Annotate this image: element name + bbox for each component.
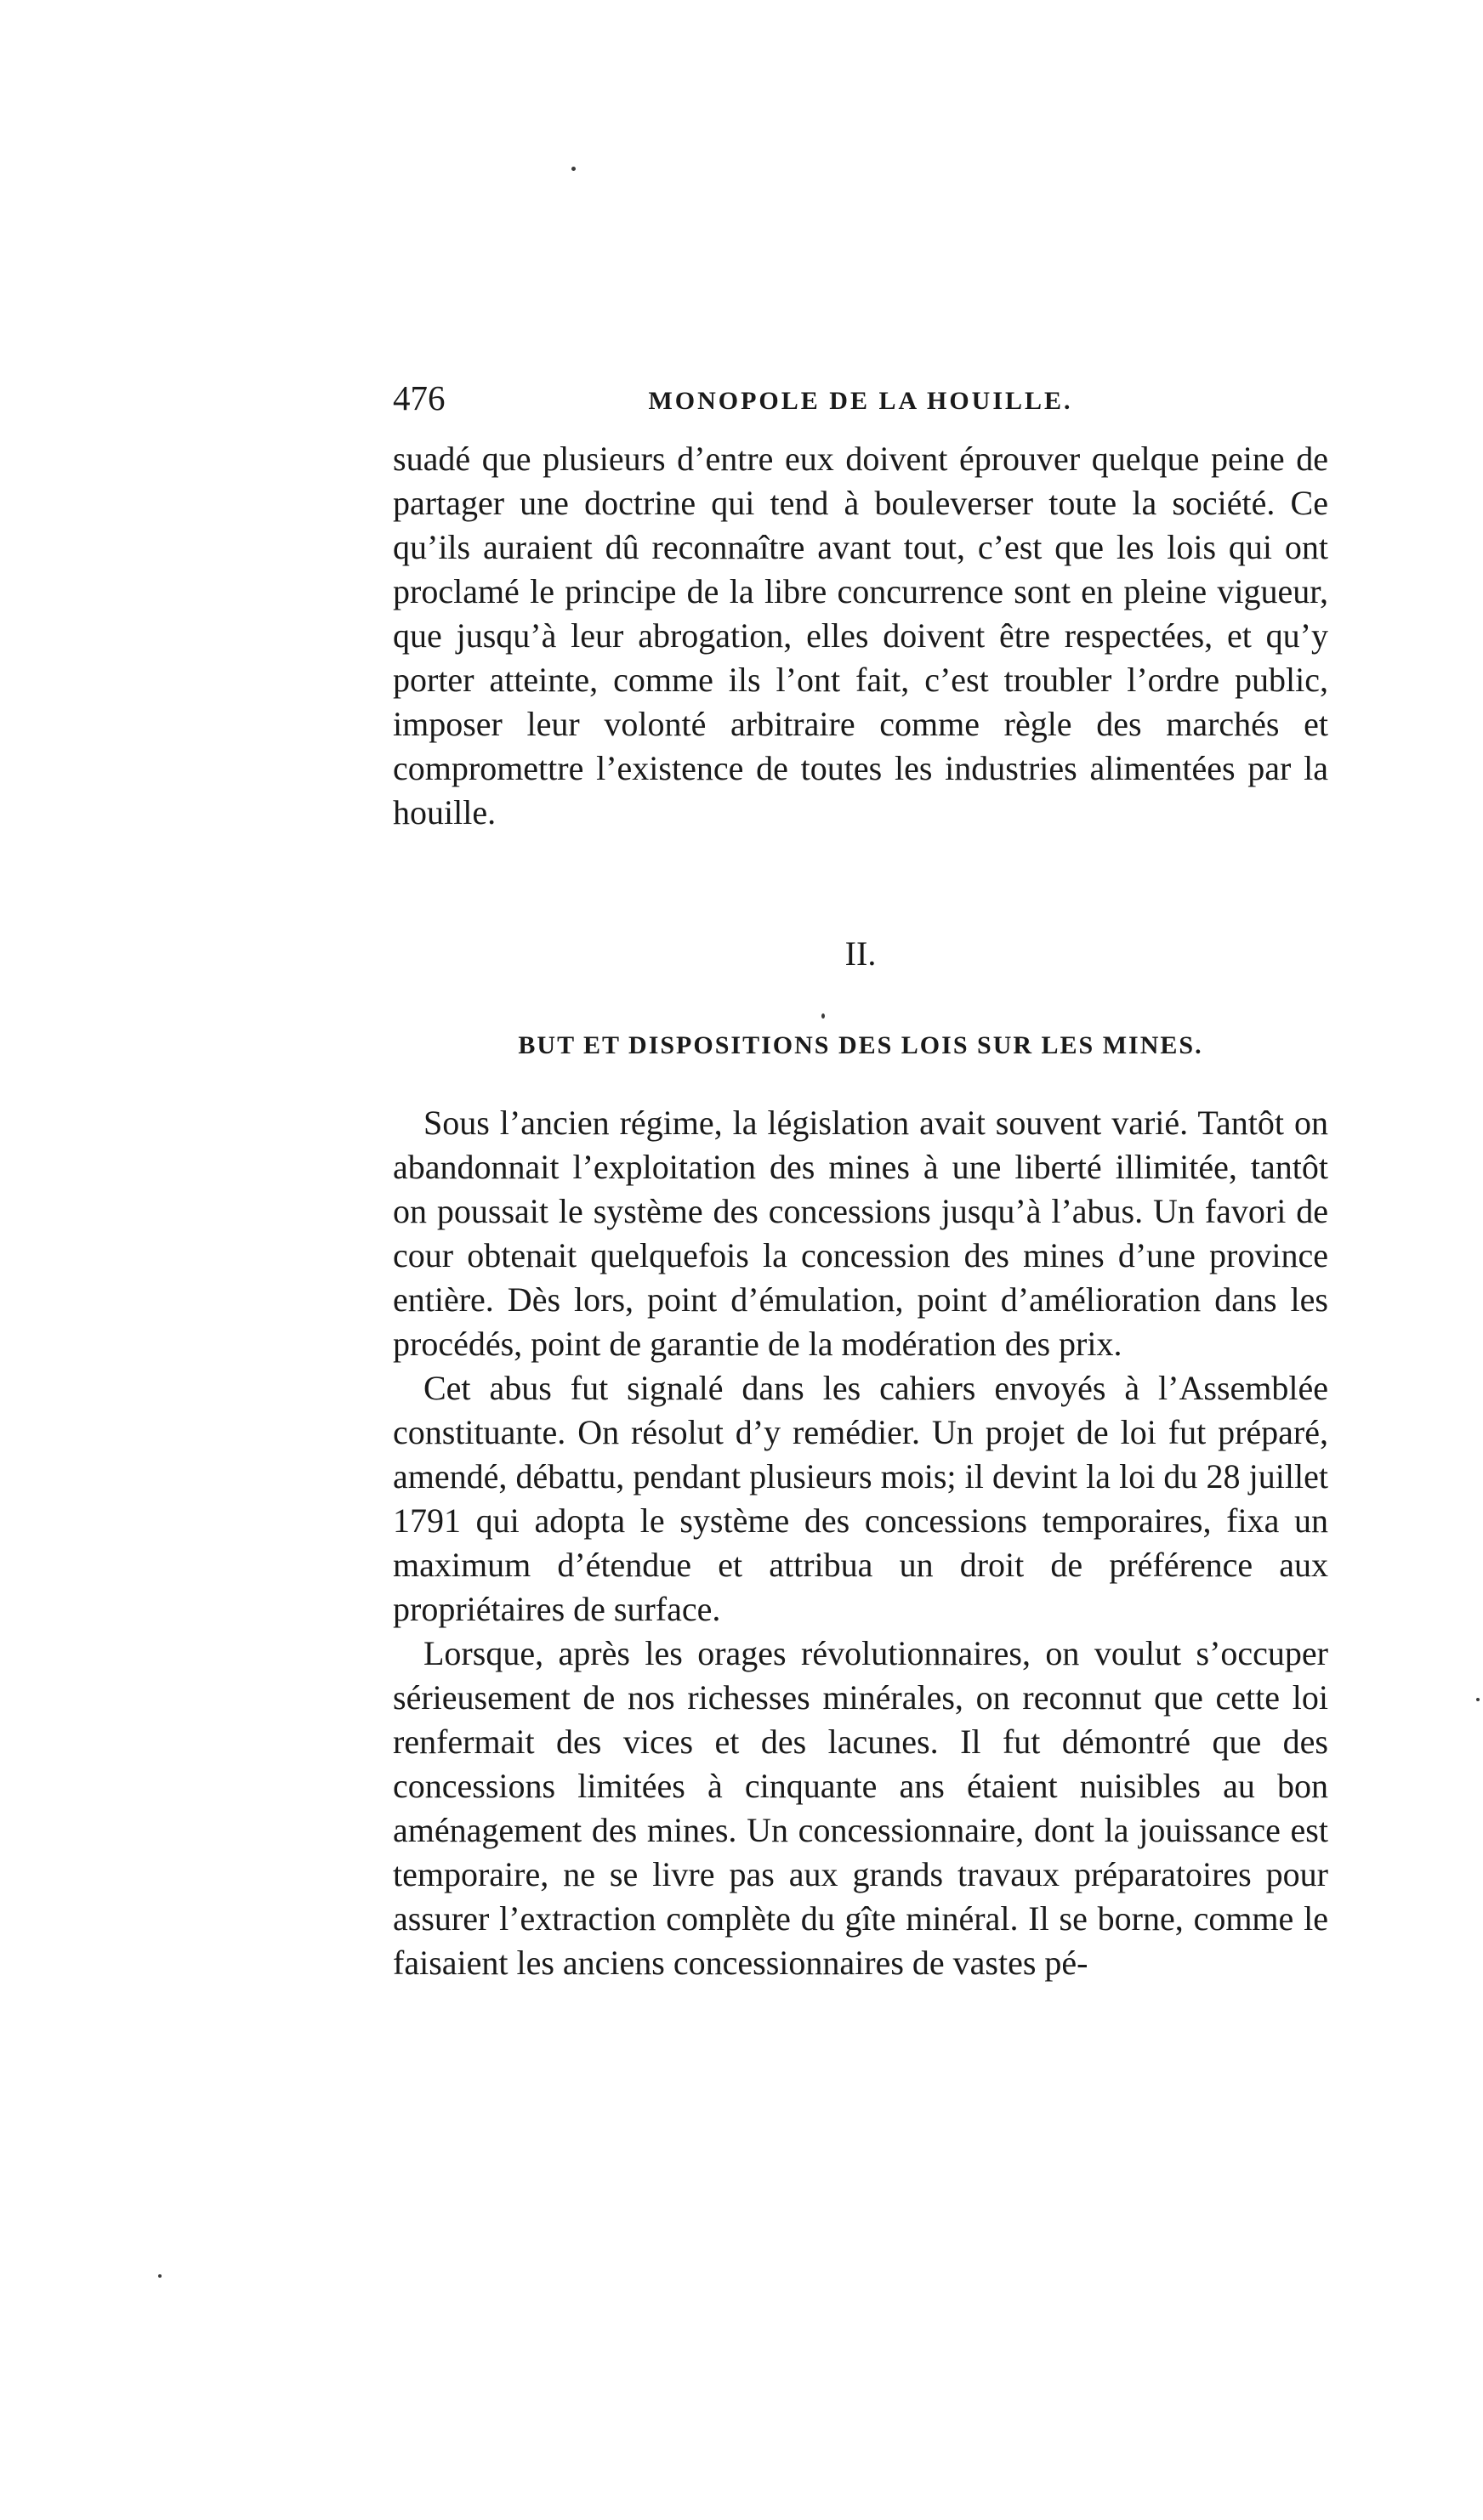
running-title: MONOPOLE DE LA HOUILLE. — [648, 387, 1073, 415]
paragraph: Sous l’ancien régime, la législation avait souvent varié. Tantôt on abandonnait l’exploitation des mines à une liberté illimitée, tantôt on poussait le système des concessions jusqu’à l’abus. Un favori de cour obtenait quelquefois la concession des mines d’une province entière. Dès lors, point d’émulation, point d’amélioration dans les procédés, point de garantie de la modération des prix. — [393, 1104, 1328, 1363]
ink-speck — [821, 1013, 825, 1019]
ink-speck — [1476, 1698, 1480, 1701]
text-block-continuation — [393, 437, 1328, 835]
ink-speck — [571, 167, 576, 171]
page-number: 476 — [393, 378, 446, 417]
ink-speck — [158, 2274, 162, 2278]
page-header — [393, 374, 1328, 434]
paragraph: Lorsque, après les orages révolutionnaires, on voulut s’occuper sérieusement de nos richesses minérales, on reconnut que cette loi renfermait des vices et des lacunes. Il fut démontré que des concessions limitées à cinquante ans étaient nuisibles au bon aménagement des mines. Un concessionnaire, dont la jouissance est temporaire, ne se livre pas aux grands travaux préparatoires pour assurer l’extraction complète du gîte minéral. Il se borne, comme le faisaient les anciens concessionnaires de vastes pé- — [393, 1634, 1328, 1982]
section-number: II. — [844, 934, 877, 973]
section-title: BUT ET DISPOSITIONS DES LOIS SUR LES MINES. — [518, 1031, 1203, 1059]
paragraph: suadé que plusieurs d’entre eux doivent éprouver quelque peine de partager une doctrine qui tend à bouleverser toute la société. Ce qu’ils auraient dû reconnaître avant tout, c’est que les lois qui ont proclamé le principe de la libre concurrence sont en pleine vigueur, que jusqu’à leur abrogation, elles doivent être respectées, et qu’y porter atteinte, comme ils l’ont fait, c’est troubler l’ordre public, imposer leur volonté arbitraire comme règle des marchés et compromettre l’existence de toutes les industries alimentées par la houille. — [393, 440, 1328, 831]
paragraph: Cet abus fut signalé dans les cahiers envoyés à l’Assemblée constituante. On résolut d’y remédier. Un projet de loi fut préparé, amendé, débattu, pendant plusieurs mois; il devint la loi du 28 juillet 1791 qui adopta le système des concessions temporaires, fixa un maximum d’étendue et attribua un droit de préférence aux propriétaires de surface. — [393, 1369, 1328, 1628]
text-block-section — [393, 1101, 1328, 1985]
